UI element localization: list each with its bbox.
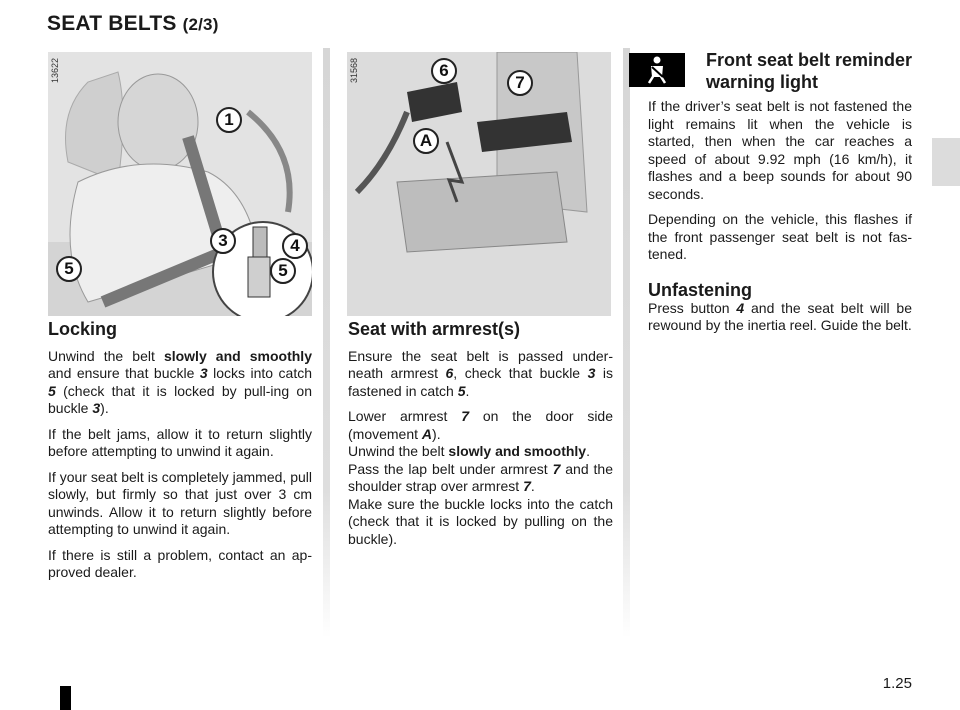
text: .	[465, 382, 470, 399]
text-bold: slowly and smoothly	[448, 443, 587, 459]
figure-seat-armrest	[347, 52, 611, 316]
text: .	[586, 443, 590, 459]
armrest-illustration	[347, 52, 611, 316]
ref-number: A	[421, 425, 433, 442]
reminder-section	[648, 98, 912, 272]
armrest-section	[348, 321, 613, 556]
unfastening-paragraph-1	[648, 300, 912, 335]
locking-heading: Locking	[48, 319, 118, 339]
unfastening-section	[648, 282, 912, 343]
locking-paragraph-4: If there is still a problem, contact an ap-proved dealer.	[48, 546, 312, 580]
callout-5: 5	[56, 256, 82, 282]
ref-number: 4	[736, 299, 745, 316]
corner-mark	[60, 686, 71, 710]
column-divider-left	[323, 48, 330, 638]
armrest-paragraph-4	[348, 461, 613, 496]
text: on the door side (movement	[348, 408, 614, 442]
text: .	[530, 478, 535, 494]
ref-number: 6	[445, 365, 454, 381]
text: ).	[100, 400, 109, 416]
text: (check that it is locked by pull-ing on buckle	[48, 382, 312, 416]
text: Press button	[648, 299, 737, 316]
column-divider-right	[623, 48, 630, 638]
ref-number: 7	[552, 460, 561, 477]
page-title	[47, 12, 219, 36]
text: Unwind the belt	[348, 443, 449, 459]
text: and ensure that buckle	[48, 365, 200, 381]
callout-6: 6	[431, 58, 457, 84]
title-main: SEAT BELTS	[47, 12, 177, 35]
ref-number: 7	[523, 478, 531, 494]
callout-4: 4	[282, 233, 308, 259]
callout-a: A	[413, 128, 439, 154]
text: ).	[432, 425, 441, 442]
ref-number: 7	[461, 408, 470, 424]
reminder-heading: Front seat belt reminder warning light	[706, 50, 913, 92]
ref-number: 3	[199, 365, 208, 381]
locking-paragraph-3: If your seat belt is completely jammed, pull slowly, but firmly so that just over 3 cm unwinds. Allow it to return slightly before attempting to unwind it again.	[48, 468, 312, 537]
text: Lower armrest	[348, 408, 462, 424]
figure-ref: 31568	[349, 58, 359, 84]
callout-3: 3	[210, 228, 236, 254]
armrest-paragraph-1	[348, 348, 613, 401]
text: is fastened in catch	[348, 365, 614, 399]
armrest-heading: Seat with armrest(s)	[348, 319, 521, 339]
ref-number: 5	[457, 382, 466, 399]
page-number: 1.25	[882, 675, 912, 692]
text-bold: slowly and smoothly	[163, 347, 312, 364]
seat-belt-warning-icon	[629, 53, 685, 87]
ref-number: 3	[92, 400, 101, 416]
locking-paragraph-2: If the belt jams, allow it to return slightly before attempting to unwind it again.	[48, 425, 312, 459]
locking-paragraph-1	[48, 348, 312, 418]
text: and the seat belt will be rewound by the inertia reel. Guide the belt.	[648, 299, 912, 333]
ref-number: 5	[48, 382, 56, 399]
text: locks into catch	[207, 365, 312, 381]
armrest-paragraph-2	[348, 408, 613, 443]
unfastening-heading: Unfastening	[648, 280, 753, 300]
text: and the shoulder strap over armrest	[348, 460, 613, 494]
text: Ensure the seat belt is passed under-neath armrest	[348, 347, 613, 381]
ref-number: 3	[587, 365, 596, 381]
figure-ref: 13622	[50, 58, 60, 84]
armrest-paragraph-5: Make sure the buckle locks into the catch (check that it is locked by pulling on the buckle).	[348, 495, 613, 547]
reminder-paragraph-1: If the driver’s seat belt is not fastened the light remains lit when the vehicle is started, then when the car reaches a speed of about 9.92 mph (16 km/h), it flashes and a beep sounds for about 90 seconds.	[648, 98, 912, 202]
chapter-tab	[932, 138, 960, 186]
reminder-paragraph-2: Depending on the vehicle, this flashes if the front passenger seat belt is not fas-tened.	[648, 211, 912, 262]
seat-belt-person-icon	[629, 53, 685, 87]
text: , check that buckle	[453, 365, 588, 381]
callout-7: 7	[507, 70, 533, 96]
callout-1: 1	[216, 107, 242, 133]
text: Unwind the belt	[48, 347, 164, 364]
callout-5: 5	[270, 258, 296, 284]
figure-seat-belt-locking	[48, 52, 312, 316]
text: Pass the lap belt under armrest	[348, 460, 553, 477]
locking-section	[48, 321, 312, 590]
title-part: (2/3)	[182, 15, 219, 34]
armrest-paragraph-3	[348, 443, 613, 461]
